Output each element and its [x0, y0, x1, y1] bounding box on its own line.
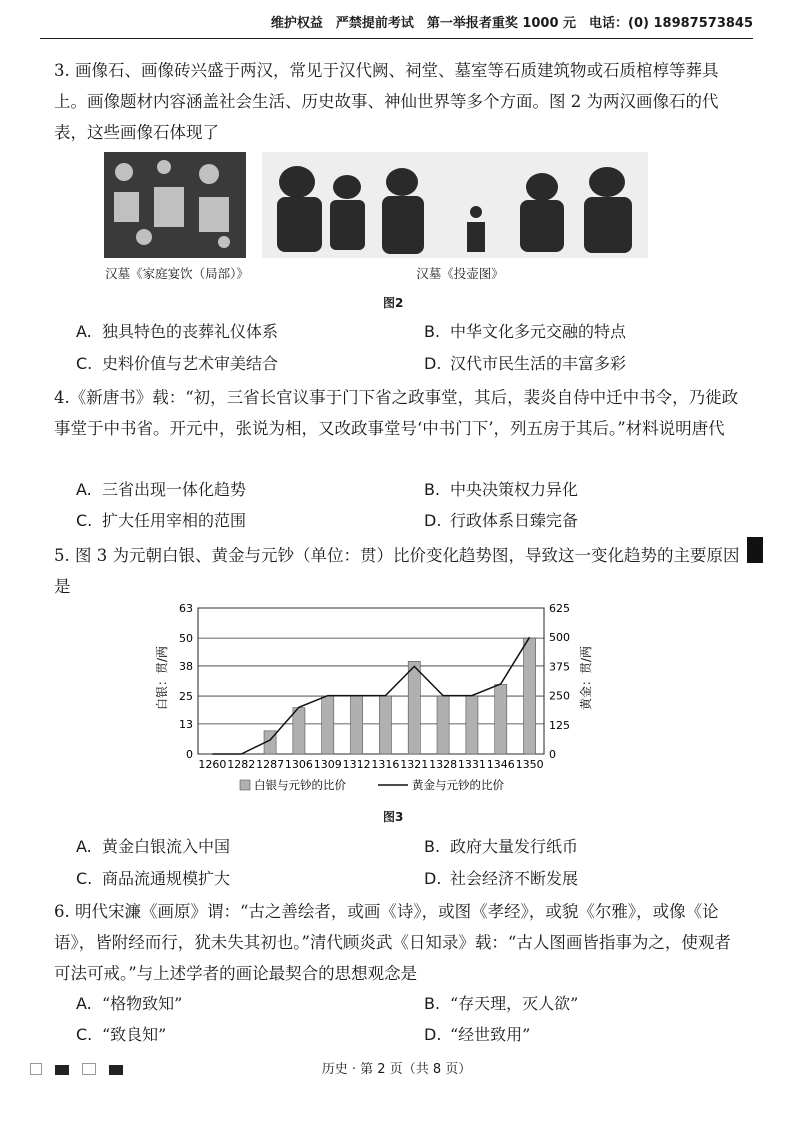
question-5-text: 5. 图 3 为元朝白银、黄金与元钞（单位：贯）比价变化趋势图，导致这一变化趋势的主要原因是 [54, 546, 740, 596]
bar-silver [379, 696, 391, 754]
y-right-tick: 0 [549, 748, 556, 761]
y-left-tick: 63 [179, 602, 193, 615]
plot-frame [198, 608, 544, 754]
y-right-tick: 625 [549, 602, 570, 615]
q5-option-d: D. 社会经济不断发展 [424, 869, 579, 888]
q4-option-c: C. 扩大任用宰相的范围 [76, 511, 247, 530]
image-touhu [262, 152, 648, 258]
x-tick: 1328 [429, 758, 458, 771]
bar-silver [495, 684, 507, 754]
x-tick: 1309 [313, 758, 342, 771]
y-left-tick: 25 [179, 690, 193, 704]
q6-option-c: C. “致良知” [76, 1025, 167, 1044]
chart-legend [240, 778, 504, 792]
legend-swatch-silver [240, 780, 250, 790]
page-footer: 历史 · 第 2 页（共 8 页） [321, 1062, 472, 1077]
gold-ratio-line [212, 637, 529, 754]
question-3-text: 3. 画像石、画像砖兴盛于两汉，常见于汉代阙、祠堂、墓室等石质建筑物或石质棺椁等葬具上。画像题材内容涵盖社会生活、历史故事、神仙世界等多个方面。图 2 为两汉画像石的代表，这些画像石体现了 [54, 61, 719, 142]
bar-silver [293, 708, 305, 754]
bar-silver [524, 638, 536, 754]
figure-3-label: 图3 [383, 810, 404, 824]
question-6-text: 6. 明代宋濂《画原》谓：“古之善绘者，或画《诗》，或图《孝经》，或貌《尔雅》，或像《论语》，皆附经而行，犹未失其初也。”清代顾炎武《日知录》载：“古人图画皆指事为之，使观者可法可戒。”与上述学者的画论最契合的思想观念是 [54, 902, 731, 983]
y-axis-right-label: 黄金：贯/两 [579, 645, 593, 711]
q3-option-c: C. 史料价值与艺术审美结合 [76, 354, 279, 373]
page-header: 维护权益 严禁提前考试 第一举报者重奖 1000 元 电话：(0) 18987573845 [40, 10, 753, 39]
q6-option-d: D. “经世致用” [424, 1025, 531, 1044]
x-tick: 1260 [198, 758, 227, 771]
caption-touhu: 汉墓《投壶图》 [416, 266, 504, 281]
y-left-tick: 13 [179, 717, 193, 731]
q5-option-c: C. 商品流通规模扩大 [76, 869, 231, 888]
q6-option-a: A. “格物致知” [76, 994, 183, 1013]
question-4-text: 4.《新唐书》载：“初，三省长官议事于门下省之政事堂，其后，裴炎自侍中迁中书令，乃徙政事堂于中书省。开元中，张说为相，又改政事堂号‘中书门下’，列五房于其后。”材料说明唐代 [54, 388, 739, 438]
q6-option-b: B. “存天理，灭人欲” [424, 994, 579, 1013]
image-family-banquet [104, 152, 246, 258]
legend-gold: 黄金与元钞的比价 [412, 778, 504, 792]
q4-option-d: D. 行政体系日臻完备 [424, 511, 579, 530]
figure-2-label: 图2 [383, 296, 404, 310]
y-right-tick: 375 [549, 660, 570, 674]
silver-gold-ratio-chart [150, 598, 610, 798]
x-tick: 1312 [342, 758, 371, 771]
caption-family-banquet: 汉墓《家庭宴饮（局部）》 [105, 266, 249, 281]
y-right-tick: 125 [549, 718, 570, 732]
q4-option-b: B. 中央决策权力异化 [424, 480, 579, 499]
bar-silver [351, 696, 363, 754]
q5-option-a: A. 黄金白银流入中国 [76, 837, 231, 856]
x-tick: 1306 [284, 758, 313, 771]
x-tick: 1346 [486, 758, 515, 771]
x-tick: 1287 [256, 758, 285, 771]
x-tick: 1350 [515, 758, 544, 771]
q3-option-d: D. 汉代市民生活的丰富多彩 [424, 354, 627, 373]
q3-option-b: B. 中华文化多元交融的特点 [424, 322, 627, 341]
bar-silver [408, 661, 420, 754]
y-left-tick: 0 [186, 748, 193, 761]
x-tick: 1321 [400, 758, 429, 771]
y-right-tick: 250 [549, 689, 570, 703]
x-tick: 1316 [371, 758, 400, 771]
y-axis-left-label: 白银：贯/两 [155, 645, 169, 711]
q4-option-a: A. 三省出现一体化趋势 [76, 480, 247, 499]
legend-silver: 白银与元钞的比价 [254, 778, 346, 792]
q3-option-a: A. 独具特色的丧葬礼仪体系 [76, 322, 279, 341]
x-tick: 1282 [227, 758, 256, 771]
page-edge-marker [747, 537, 763, 563]
y-right-tick: 500 [549, 631, 570, 645]
bar-silver [322, 696, 334, 754]
y-left-tick: 38 [179, 659, 193, 673]
q5-option-b: B. 政府大量发行纸币 [424, 837, 579, 856]
bar-silver [437, 696, 449, 754]
bar-silver [466, 696, 478, 754]
y-left-tick: 50 [179, 632, 193, 646]
x-tick: 1331 [457, 758, 486, 771]
